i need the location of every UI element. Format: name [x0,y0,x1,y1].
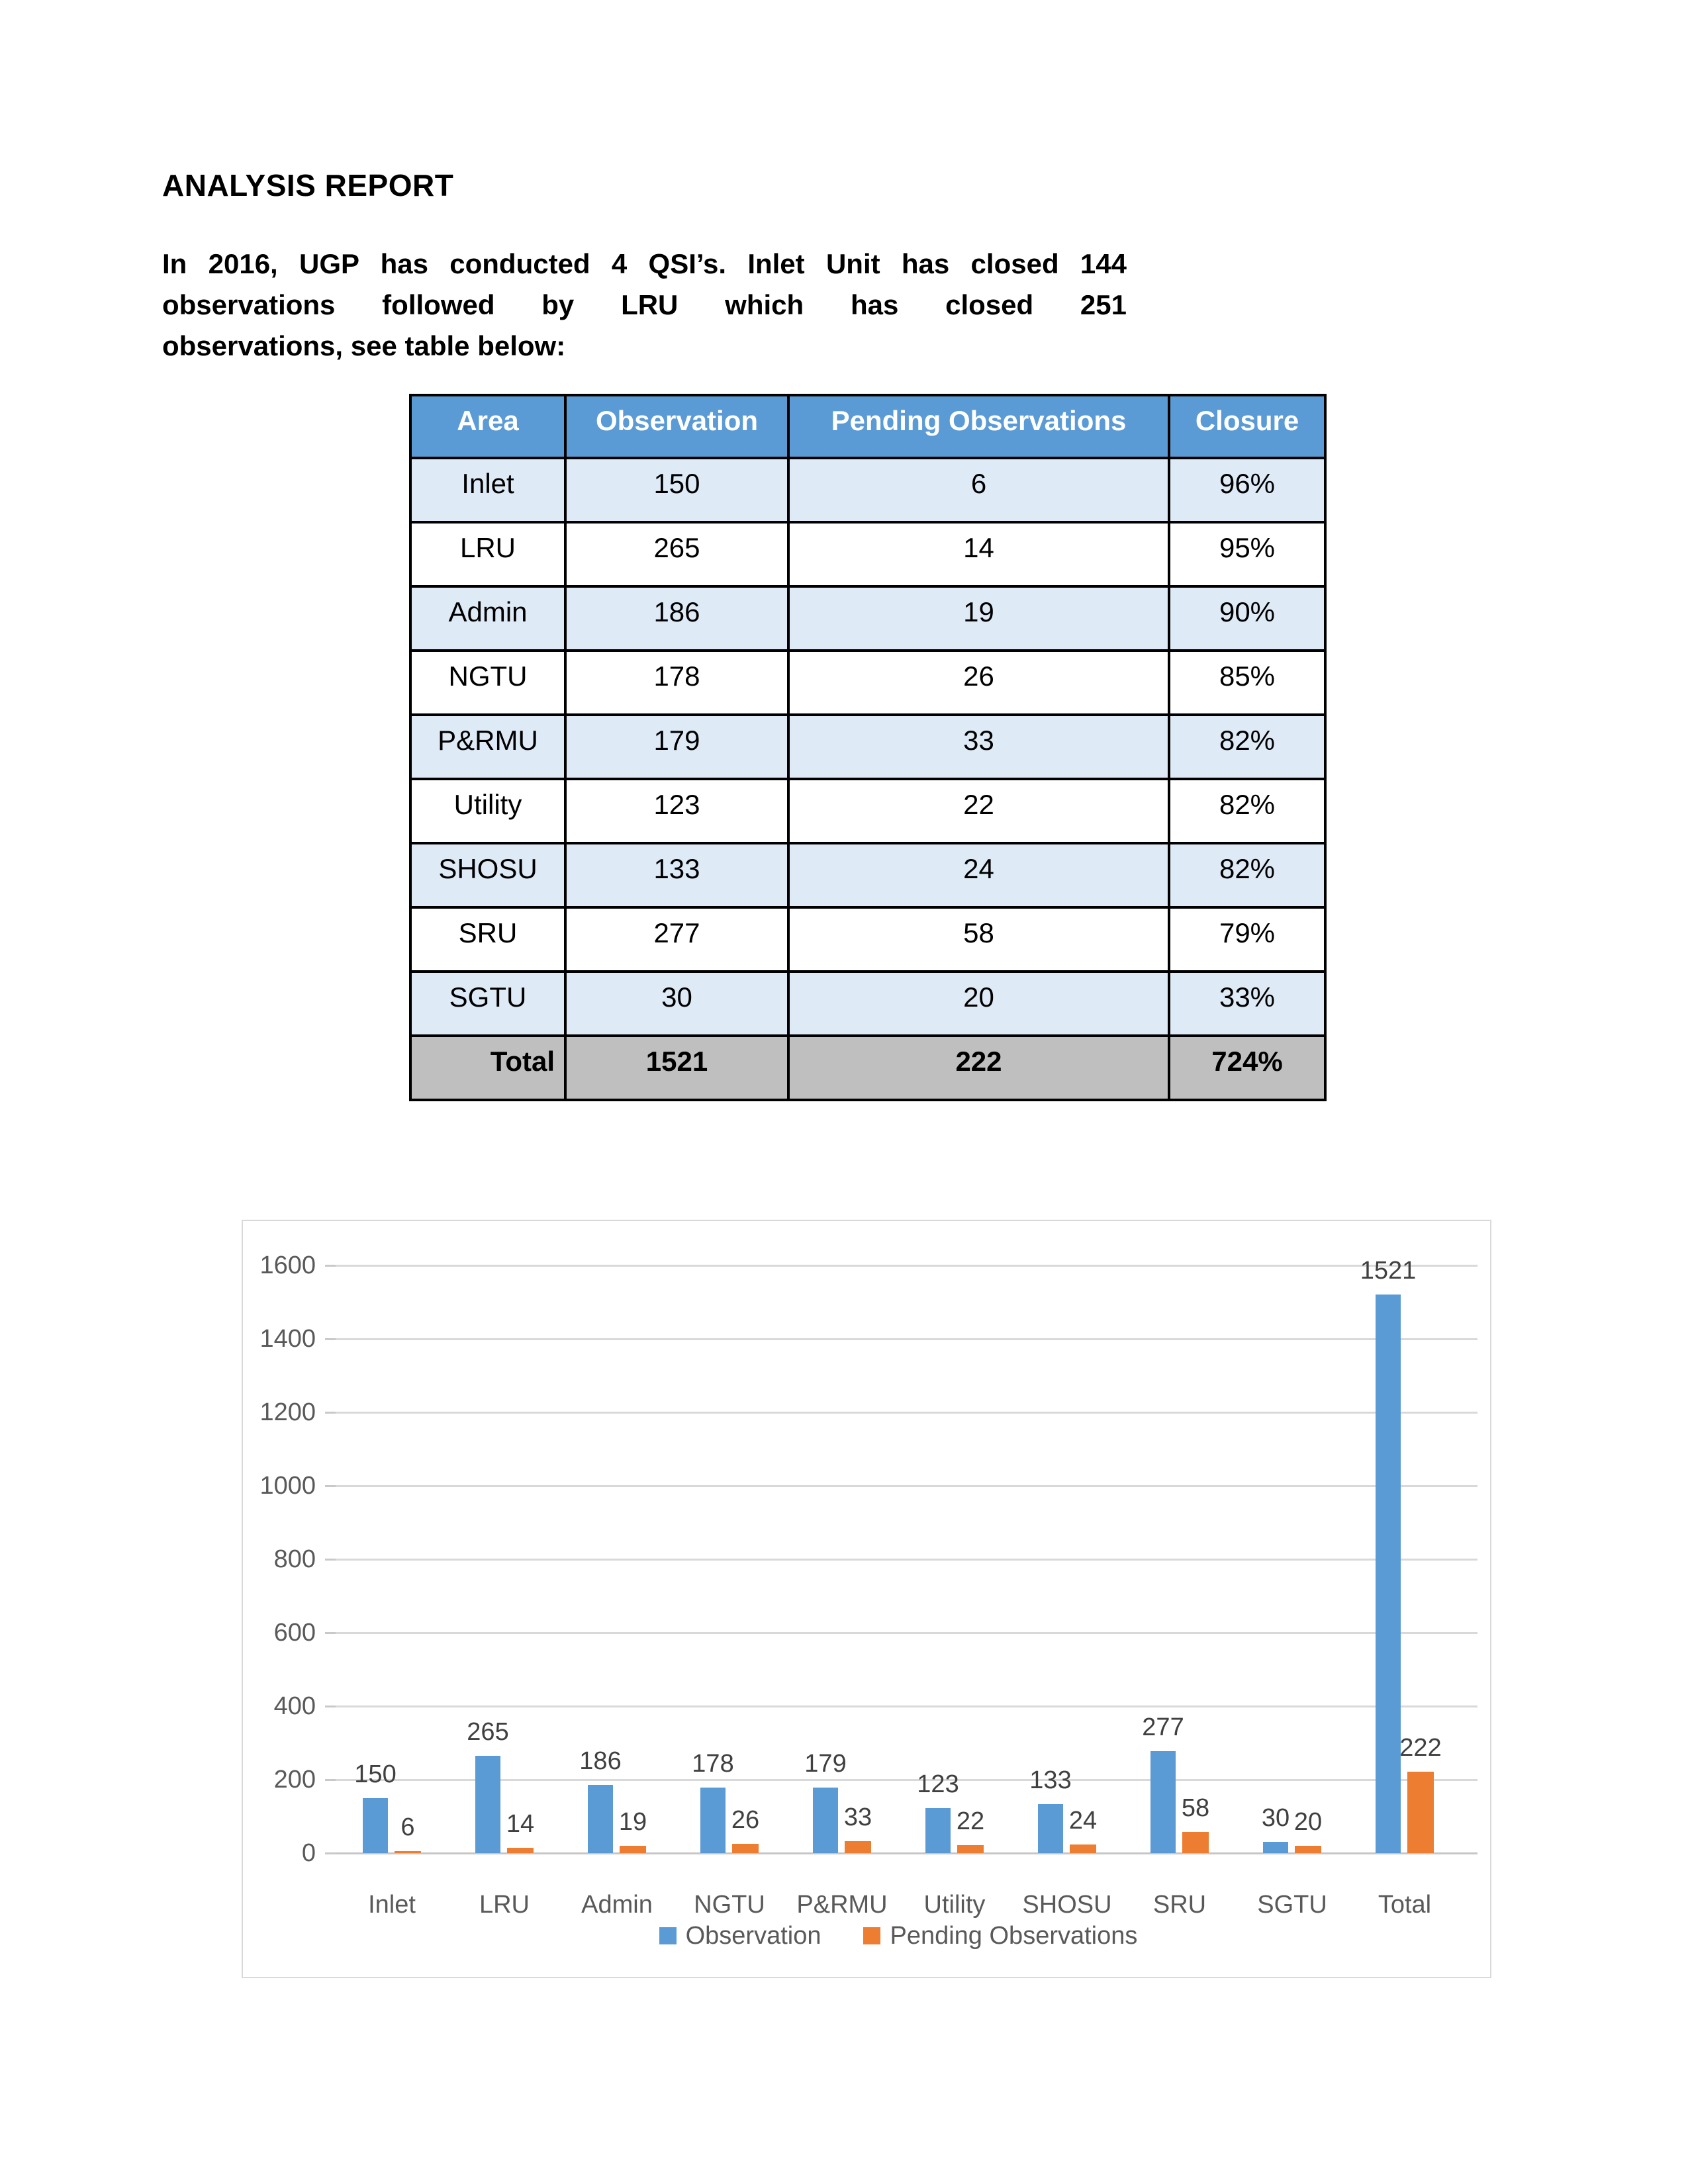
x-axis-label-inlet: Inlet [368,1891,416,1919]
observation-cell: 150 [565,458,788,522]
closure-cell: 90% [1169,586,1325,651]
page-title: ANALYSIS REPORT [162,167,454,203]
area-cell: SGTU [410,972,565,1036]
table-row-prmu [410,715,1325,779]
pending-value-label: 22 [956,1807,985,1835]
closure-cell: 85% [1169,651,1325,715]
observation-value-label: 30 [1261,1804,1290,1833]
pending-value-label: 58 [1181,1794,1210,1822]
x-axis-label-sru: SRU [1152,1891,1207,1919]
table-row-total [410,1036,1325,1100]
observation-cell: 178 [565,651,788,715]
y-axis-tick [325,1485,336,1487]
pending-bar-ngtu [732,1844,759,1853]
table-row-inlet [410,458,1325,522]
observation-cell: 265 [565,522,788,586]
paragraph-line: In 2016, UGP has conducted 4 QSI’s. Inlet Unit has closed 144 [162,248,1127,279]
y-axis-tick [325,1632,336,1634]
x-axis-label-lru: LRU [479,1891,530,1919]
pending-bar-shosu [1070,1844,1096,1853]
pending-value-label: 6 [400,1813,415,1841]
pending-cell: 22 [788,779,1169,843]
y-axis-label: 1600 [259,1251,316,1279]
paragraph-line: observations, see table below: [162,330,566,361]
table-row-sgtu [410,972,1325,1036]
pending-value-label: 26 [731,1805,760,1834]
pending-cell: 20 [788,972,1169,1036]
x-axis-label-ngtu: NGTU [694,1891,765,1919]
table-row-admin [410,586,1325,651]
observation-value-label: 123 [917,1770,959,1798]
y-axis-tick [325,1706,336,1707]
legend-swatch-icon [863,1927,880,1944]
table-row-lru [410,522,1325,586]
pending-cell: 19 [788,586,1169,651]
pending-value-label: 19 [618,1808,647,1837]
observation-bar-sgtu [1263,1842,1288,1853]
paragraph-line: observations followed by LRU which has closed 251 [162,289,1127,320]
pending-cell: 33 [788,715,1169,779]
x-axis-label-utility: Utility [923,1891,986,1919]
area-cell: NGTU [410,651,565,715]
pending-bar-prmu [845,1841,871,1853]
observation-cell: 1521 [565,1036,788,1100]
area-cell: Total [410,1036,565,1100]
y-axis-label: 200 [273,1766,316,1794]
legend-label: Pending Observations [890,1922,1138,1950]
legend-swatch-icon [659,1927,677,1944]
area-cell: Utility [410,779,565,843]
pending-cell: 26 [788,651,1169,715]
x-axis-label-shosu: SHOSU [1022,1891,1112,1919]
y-axis-label: 1200 [259,1398,316,1426]
area-cell: SRU [410,907,565,972]
y-axis-label: 1000 [259,1472,316,1500]
observation-value-label: 133 [1029,1766,1072,1795]
closure-cell: 82% [1169,779,1325,843]
observation-value-label: 277 [1142,1713,1184,1742]
gridline [336,1338,1477,1340]
pending-cell: 58 [788,907,1169,972]
observations-table [409,394,1327,1101]
observation-value-label: 1521 [1360,1256,1417,1285]
table-row-sru [410,907,1325,972]
gridline [336,1632,1477,1634]
chart-legend [336,1921,1461,1950]
table-header-row [410,395,1325,458]
observation-cell: 179 [565,715,788,779]
pending-cell: 222 [788,1036,1169,1100]
observation-value-label: 150 [354,1760,397,1788]
y-axis-label: 0 [301,1839,316,1867]
x-axis-label-sgtu: SGTU [1257,1891,1327,1919]
observation-cell: 133 [565,843,788,907]
pending-value-label: 222 [1399,1733,1442,1762]
header-observation: Observation [565,395,788,458]
table-row-ngtu [410,651,1325,715]
observation-bar-total [1376,1295,1401,1853]
pending-bar-lru [507,1848,534,1853]
observation-cell: 30 [565,972,788,1036]
pending-bar-total [1407,1772,1434,1853]
closure-cell: 79% [1169,907,1325,972]
pending-value-label: 24 [1068,1806,1098,1835]
area-cell: Inlet [410,458,565,522]
y-axis-label: 600 [273,1619,316,1647]
header-closure: Closure [1169,395,1325,458]
closure-cell: 33% [1169,972,1325,1036]
pending-bar-sgtu [1295,1846,1321,1853]
gridline [336,1706,1477,1707]
y-axis-label: 1400 [259,1325,316,1353]
observation-value-label: 265 [467,1717,509,1746]
table-row-utility [410,779,1325,843]
bar-chart [242,1220,1491,1978]
x-axis-label-total: Total [1378,1891,1432,1919]
pending-bar-inlet [395,1851,421,1853]
area-cell: LRU [410,522,565,586]
pending-bar-utility [957,1845,984,1853]
pending-bar-sru [1182,1832,1209,1853]
area-cell: SHOSU [410,843,565,907]
observation-cell: 123 [565,779,788,843]
gridline [336,1559,1477,1561]
pending-value-label: 14 [506,1810,535,1839]
pending-cell: 24 [788,843,1169,907]
closure-cell: 82% [1169,843,1325,907]
intro-paragraph [162,244,1127,367]
y-axis-label: 400 [273,1692,316,1720]
pending-value-label: 33 [843,1803,872,1831]
pending-value-label: 20 [1293,1807,1323,1836]
observation-value-label: 186 [579,1747,622,1775]
gridline [336,1485,1477,1487]
x-axis-label-admin: Admin [581,1891,653,1919]
table-row-shosu [410,843,1325,907]
gridline [336,1412,1477,1414]
legend-item-observation [659,1923,821,1949]
observation-cell: 277 [565,907,788,972]
closure-cell: 82% [1169,715,1325,779]
y-axis-tick [325,1412,336,1414]
y-axis-tick [325,1265,336,1267]
header-pending-observations: Pending Observations [788,395,1169,458]
x-axis-label-prmu: P&RMU [796,1891,888,1919]
legend-label: Observation [685,1922,821,1950]
header-area: Area [410,395,565,458]
pending-cell: 14 [788,522,1169,586]
y-axis-tick [325,1338,336,1340]
pending-cell: 6 [788,458,1169,522]
observation-value-label: 179 [804,1749,847,1778]
observation-value-label: 178 [692,1750,734,1778]
closure-cell: 96% [1169,458,1325,522]
legend-item-pending-observations [863,1923,1137,1949]
y-axis-label: 800 [273,1545,316,1573]
observation-cell: 186 [565,586,788,651]
area-cell: P&RMU [410,715,565,779]
y-axis-tick [325,1559,336,1561]
gridline [336,1265,1477,1267]
area-cell: Admin [410,586,565,651]
closure-cell: 724% [1169,1036,1325,1100]
pending-bar-admin [620,1846,646,1853]
y-axis-tick [325,1852,336,1854]
closure-cell: 95% [1169,522,1325,586]
